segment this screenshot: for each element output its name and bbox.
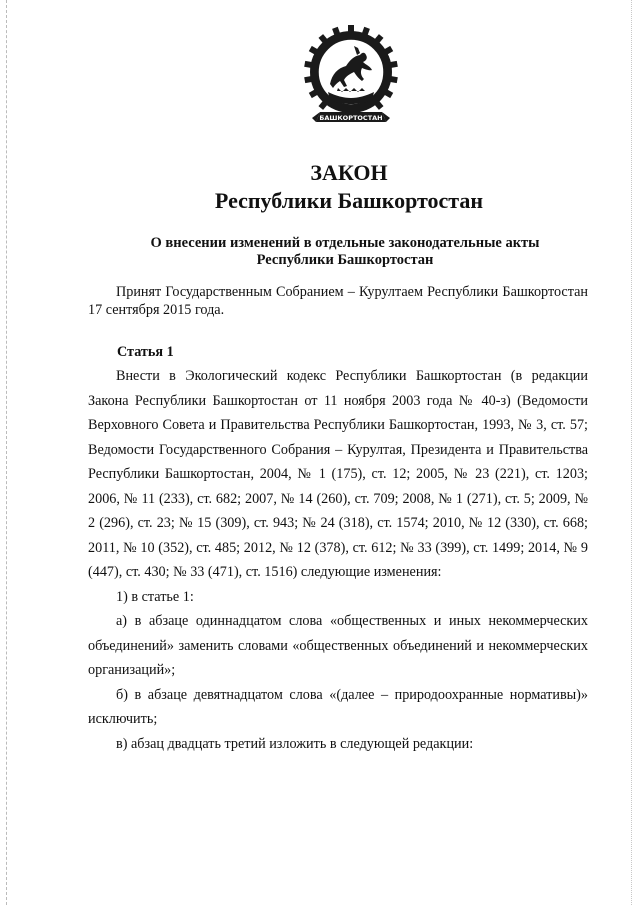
paragraph-2: 1) в статье 1: (116, 588, 194, 605)
document-heading-line1: О внесении изменений в отдельные законодательные акты (150, 235, 540, 251)
document-subtitle: Республики Башкортостан (214, 188, 484, 213)
paragraph-4: б) в абзаце девятнадцатом слова «(далее – природоохранные нормативы)» исключить; (88, 686, 588, 727)
adoption-statement: Принят Государственным Собранием – Курултаем Республики Башкортостан 17 сентября 2015 года. (88, 284, 588, 318)
paragraph-3: а) в абзаце одиннадцатом слова «общественных и иных некоммерческих объединений» заменить словами «общественных объединений и некоммерческих организаций»; (88, 613, 588, 678)
coat-of-arms-emblem (302, 22, 400, 132)
scan-edge-right (631, 0, 632, 905)
article-body (88, 364, 588, 756)
paragraph-5: в) абзац двадцать третий изложить в следующей редакции: (116, 735, 474, 752)
article-title: Статья 1 (117, 344, 174, 360)
emblem-ribbon-text: БАШКОРТОСТАН (319, 114, 383, 122)
document-heading-line2: Республики Башкортостан (256, 252, 434, 268)
scan-edge-left (6, 0, 7, 905)
document-heading (100, 235, 590, 269)
paragraph-1: Внести в Экологический кодекс Республики Башкортостан (в редакции Закона Республики Башкортостан от 11 ноября 2003 года № 40-з) (Ведомости Верховного Совета и Правительства Республики Башкортостан, 1993, № 3, ст. 57; Ведомости Государственного Собрания – Курултая, Президента и Правительства Республики Башкортостан, 2004, № 1 (175), ст. 12; 2005, № 23 (221), ст. 1203; 2006, № 11 (233), ст. 682; 2007, № 14 (260), ст. 709; 2008, № 1 (271), ст. 5; 2009, № 2 (296), ст. 23; № 15 (309), ст. 943; № 24 (318), ст. 1574; 2010, № 12 (330), ст. 668; 2011, № 10 (352), ст. 485; 2012, № 12 (378), ст. 612; № 33 (399), ст. 1499; 2014, № 9 (447), ст. 430; № 33 (471), ст. 1516) следующие изменения: (88, 368, 588, 580)
document-title: ЗАКОН (310, 160, 388, 185)
